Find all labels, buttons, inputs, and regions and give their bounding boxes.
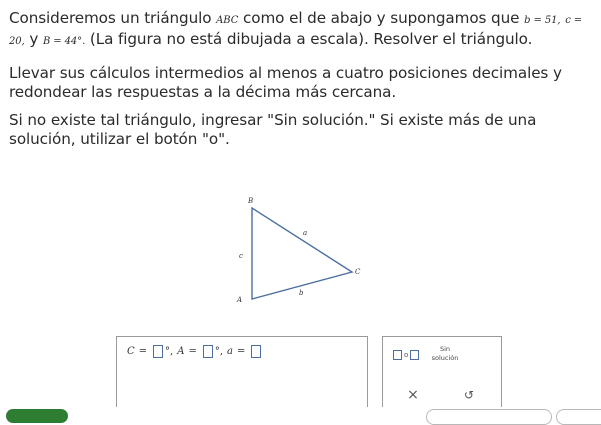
- degree-comma: °,: [165, 346, 174, 357]
- given-b: b = 51,: [524, 15, 561, 26]
- side-a-input[interactable]: [251, 345, 261, 358]
- triangle-shape: [252, 208, 352, 299]
- vertex-C-label: C: [355, 268, 361, 276]
- problem-text-suppose: como el de abajo y supongamos que: [243, 9, 520, 27]
- triangle-figure: [225, 195, 365, 305]
- answer-a-label: a: [227, 346, 234, 357]
- rounding-instructions: Llevar sus cálculos intermedios al menos a cuatro posiciones decimales y redondear las respuestas a la décima más cercana.: [9, 64, 562, 101]
- side-b-label: b: [299, 289, 304, 297]
- or-label: o: [404, 351, 409, 359]
- equals-sign: =: [237, 346, 246, 357]
- no-solution-button[interactable]: Sin solución: [431, 345, 459, 362]
- problem-text-intro: Consideremos un triángulo: [9, 9, 212, 27]
- undo-button[interactable]: ↺: [463, 388, 475, 402]
- vertex-B-label: B: [248, 197, 254, 205]
- answer-area: [116, 336, 368, 407]
- given-B: B = 44°.: [42, 36, 86, 47]
- equals-sign: =: [138, 346, 148, 357]
- vertex-A-label: A: [237, 296, 243, 304]
- verify-button[interactable]: [6, 409, 68, 423]
- explanation-button[interactable]: [426, 409, 552, 425]
- side-a-label: a: [303, 229, 308, 237]
- answer-C-label: C: [127, 346, 135, 357]
- problem-text-scale: (La figura no está dibujada a escala). Resolver el triángulo.: [89, 30, 533, 48]
- angle-C-input[interactable]: [153, 345, 163, 358]
- or-button[interactable]: [393, 350, 419, 360]
- box-icon: [393, 350, 402, 360]
- box-icon: [410, 350, 419, 360]
- answer-line: [127, 345, 263, 358]
- side-c-label: c: [239, 252, 243, 260]
- problem-statement: [9, 9, 594, 51]
- answer-A-label: A: [177, 346, 185, 357]
- clear-button[interactable]: ×: [407, 387, 419, 403]
- angle-A-input[interactable]: [203, 345, 213, 358]
- triangle-name: ABC: [216, 15, 239, 26]
- given-c: c = 20,: [9, 15, 583, 47]
- answer-tools-panel: [382, 336, 502, 407]
- no-solution-instructions: Si no existe tal triángulo, ingresar "Sin solución." Si existe más de una solución, utilizar el botón "o".: [9, 111, 537, 148]
- problem-text-y: y: [29, 30, 39, 48]
- degree-comma: °,: [214, 346, 224, 357]
- next-button[interactable]: [556, 409, 601, 425]
- equals-sign: =: [188, 346, 197, 357]
